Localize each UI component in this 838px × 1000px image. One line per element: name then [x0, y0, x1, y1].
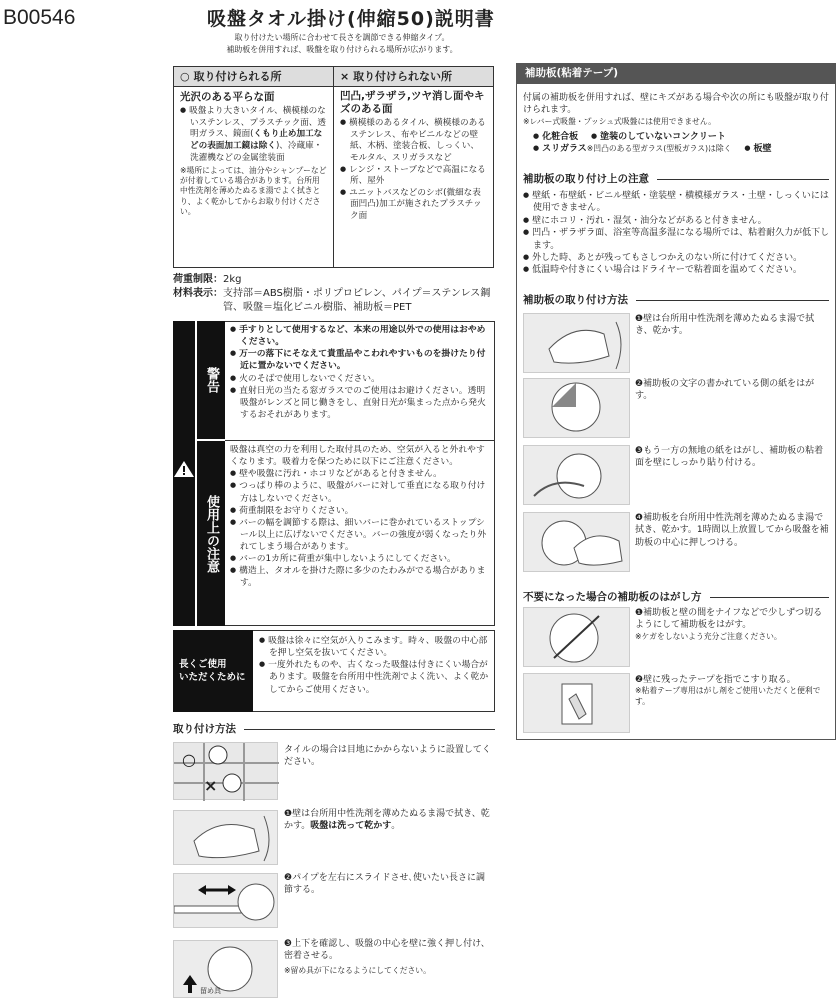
aux-remove2: ❷壁に残ったテープを指でこすり取る。 ※粘着テープ専用はがし剤をご使用いただくと便利です。 [635, 674, 831, 707]
can-heading: 光沢のある平らな面 [180, 91, 275, 103]
material-label: 材料表示： [173, 287, 223, 299]
caution-item: ● つっぱり棒のように、吸盤がバーに対して垂直になる取り付け方はしないでください。 [230, 480, 492, 504]
load-label: 荷重制限： [173, 274, 223, 285]
aux-remove1-note: ※ケガをしないよう充分ご注意ください。 [635, 631, 782, 641]
aux-intro-note: ※レバー式吸盤・プッシュ式吸盤には使用できません。 [523, 116, 716, 126]
long-use-label: 長くご使用 いただくために [173, 630, 253, 712]
placement-box [173, 66, 494, 268]
cannot-heading: 凹凸,ザラザラ,ツヤ消し面やキズのある面 [340, 90, 485, 116]
aux-step4-illustration [523, 512, 630, 572]
long-use-item: ● 一度外れたものや、古くなった吸盤は付きにくい場合があります。吸盤を台所用中性洗剤でよく洗い、よく乾かしてからご使用ください。 [259, 659, 490, 695]
step-number: ❸ [635, 446, 644, 456]
warning-label: 警告 [197, 321, 225, 439]
step3-illustration [173, 940, 278, 998]
circle-icon: ○ [180, 70, 190, 83]
warning-list [230, 324, 492, 421]
warning-item: ● 火のそばで使用しないでください。 [230, 373, 492, 385]
aux-remove2-note: ※粘着テープ専用はがし剤をご使用いただくと便利です。 [635, 686, 821, 706]
aux-step3: ❸もう一方の無地の紙をはがし、補助板の粘着面を壁にしっかり貼り付ける。 [635, 446, 824, 469]
aux-mount-title: 補助板の取り付け方法 [523, 293, 829, 307]
page-title: 吸盤タオル掛け(伸縮50)説明書 [207, 8, 495, 30]
ng-mark: × [204, 776, 218, 795]
divider [225, 440, 495, 441]
step-number: ❶ [635, 608, 644, 618]
warning-item: ● 手すりとして使用するなど、本来の用途以外での使用はおやめください。 [230, 324, 492, 348]
tile-illustration [173, 742, 278, 800]
step-number: ❸ [284, 939, 293, 949]
cannot-column [334, 67, 493, 267]
aux-intro-block [523, 92, 831, 156]
aux-remove-title: 不要になった場合の補助板のはがし方 [523, 590, 829, 604]
can-column [174, 67, 334, 267]
install-step1: ❶壁は台所用中性洗剤を薄めたぬるま湯で拭き、乾かす。吸盤は洗って乾かす。 [284, 809, 490, 832]
can-note: ※場所によっては、油分やシャンプーなどが付着している場合があります。台所用中性洗剤を薄めたぬるま湯でよく拭きとり、よく乾かしてからお取り付けください。 [180, 166, 327, 216]
aux-step2: ❷補助板の文字の書かれている側の紙をはがす。 [635, 379, 815, 402]
alert-triangle-icon [173, 459, 195, 479]
install-step3: ❸上下を確認し、吸盤の中心を壁に強く押し付け、密着させる。 ※留め具が下になるようにしてください。 [284, 938, 494, 976]
cannot-header: × 取り付けられない所 [334, 67, 493, 87]
aux-caution-item: ● 壁紙・布壁紙・ビニル壁紙・塗装壁・横模様ガラス・土壁・しっくいには使用できません。 [523, 190, 831, 215]
aux-items: ● 化粧合板 ● 塗装のしていないコンクリート [523, 131, 831, 143]
caution-intro: 吸盤は真空の力を利用した取付具のため、空気が入ると外れやすくなります。吸着力を保つために以下にご注意ください。 [230, 445, 485, 468]
aux-caution-item: ● 凹凸・ザラザラ面、浴室等高温多湿になる場所では、粘着耐久力が低下します。 [523, 227, 831, 252]
spec-block [173, 273, 495, 314]
clip-label: 留め具 [200, 987, 221, 995]
aux-caution-item: ● 外した時、あとが残ってもさしつかえのない所に付けてください。 [523, 252, 831, 264]
caution-item: ● 構造上、タオルを掛けた際に多少のたわみがでる場合があります。 [230, 565, 492, 589]
cannot-item: ● レンジ・ストーブなどで高温になる所、屋外 [340, 165, 487, 188]
can-header: ○ 取り付けられる所 [174, 67, 333, 87]
step2-illustration [173, 873, 278, 928]
step1-illustration [173, 810, 278, 865]
tile-text: タイルの場合は目地にかからないように設置してください。 [284, 745, 491, 768]
caution-label: 使用上の注意 [197, 441, 225, 626]
aux-caution-title: 補助板の取り付け上の注意 [523, 172, 829, 186]
aux-remove1: ❶補助板と壁の間をナイフなどで少しずつ切るようにして補助板をはがす。 ※ケガをしないよう充分ご注意ください。 [635, 607, 831, 642]
long-use-list [253, 630, 495, 712]
aux-step4: ❹補助板を台所用中性洗剤を薄めたぬるま湯で拭き、乾かす。1時間以上放置してから吸盤を補助板の中心に押しつける。 [635, 513, 829, 548]
aux-items: ● スリガラス※凹凸のある型ガラス(型板ガラス)は除く ● 板壁 [523, 143, 831, 155]
step-number: ❶ [284, 809, 293, 819]
ok-mark: ○ [182, 750, 196, 769]
aux-caution-item: ● 壁にホコリ・汚れ・湿気・油分などがあると付きません。 [523, 215, 831, 227]
aux-intro: 付属の補助板を併用すれば、壁にキズがある場合や次の所にも吸盤が取り付けられます。 [523, 93, 829, 116]
caution-item: ● 荷重制限をお守りください。 [230, 505, 492, 517]
aux-caution-list [523, 190, 831, 277]
step-number: ❶ [635, 314, 644, 324]
can-item: ● 吸盤より大きいタイル、横模様のないステンレス、プラスチック面、透明ガラス、鏡面(くもり止め加工などの表面加工鏡は除く)、冷蔵庫・洗濯機などの金属塗装面 [180, 106, 327, 164]
aux-header: 補助板(粘着テープ) [517, 64, 835, 84]
install-section-title: 取り付け方法 [173, 722, 495, 736]
install-step2: ❷パイプを左右にスライドさせ､使いたい長さに調節する。 [284, 873, 486, 896]
aux-step1-illustration [523, 313, 630, 373]
cross-icon: × [340, 70, 350, 83]
step-number: ❷ [635, 675, 644, 685]
aux-step1: ❶壁は台所用中性洗剤を薄めたぬるま湯で拭き、乾かす。 [635, 314, 815, 337]
caution-item: ● バーの1カ所に荷重が集中しないようにしてください。 [230, 553, 492, 565]
alert-sidebar [173, 321, 195, 626]
step-number: ❹ [635, 513, 644, 523]
cannot-item: ● 横模様のあるタイル、横模様のあるステンレス、布やビニルなどの壁紙、木柄、塗装合板、しっくい、モルタル、スリガラスなど [340, 118, 487, 164]
caution-item: ● 壁や吸盤に汚れ・ホコリなどがあると付きません。 [230, 468, 492, 480]
aux-step2-illustration [523, 378, 630, 438]
step3-note: ※留め具が下になるようにしてください。 [284, 965, 431, 975]
cannot-item: ● ユニットバスなどのシボ(微細な表面凹凸)加工が施されたプラスチック面 [340, 188, 487, 223]
aux-remove2-illustration [523, 673, 630, 733]
subtitle-2: 補助板を併用すれば、吸盤を取り付けられる場所が広がります。 [226, 45, 458, 54]
step-number: ❷ [635, 379, 644, 389]
aux-step3-illustration [523, 445, 630, 505]
aux-remove1-illustration [523, 607, 630, 667]
aux-caution-item: ● 低温時や付きにくい場合はドライヤーで粘着面を温めてください。 [523, 264, 831, 276]
load-value: 2kg [223, 274, 242, 285]
long-use-item: ● 吸盤は徐々に空気が入りこみます。時々、吸盤の中心部を押し空気を抜いてください。 [259, 635, 490, 659]
subtitle-1: 取り付けたい場所に合わせて長さを調節できる伸縮タイプ。 [234, 33, 450, 42]
step-number: ❷ [284, 873, 293, 883]
caution-list [230, 444, 492, 590]
material-value: 支持部＝ABS樹脂・ポリプロピレン、パイプ＝ステンレス鋼管、吸盤＝塩化ビニル樹脂、補助板＝PET [223, 287, 491, 313]
warning-item: ● 直射日光の当たる窓ガラスでのご使用はお避けください。透明吸盤がレンズと同じ働きをし、直射日光が集まった点から発火するおそれがあります。 [230, 385, 492, 421]
product-code: B00546 [3, 6, 76, 29]
warning-item: ● 万一の落下にそなえて貴重品やこわれやすいものを掛けたり付近に置かないでください。 [230, 348, 492, 372]
caution-item: ● バーの幅を調節する際は、細いバーに巻かれているストップシール以上に広げないでください。バーの強度が弱くなったり外れてしまう場合があります。 [230, 517, 492, 553]
